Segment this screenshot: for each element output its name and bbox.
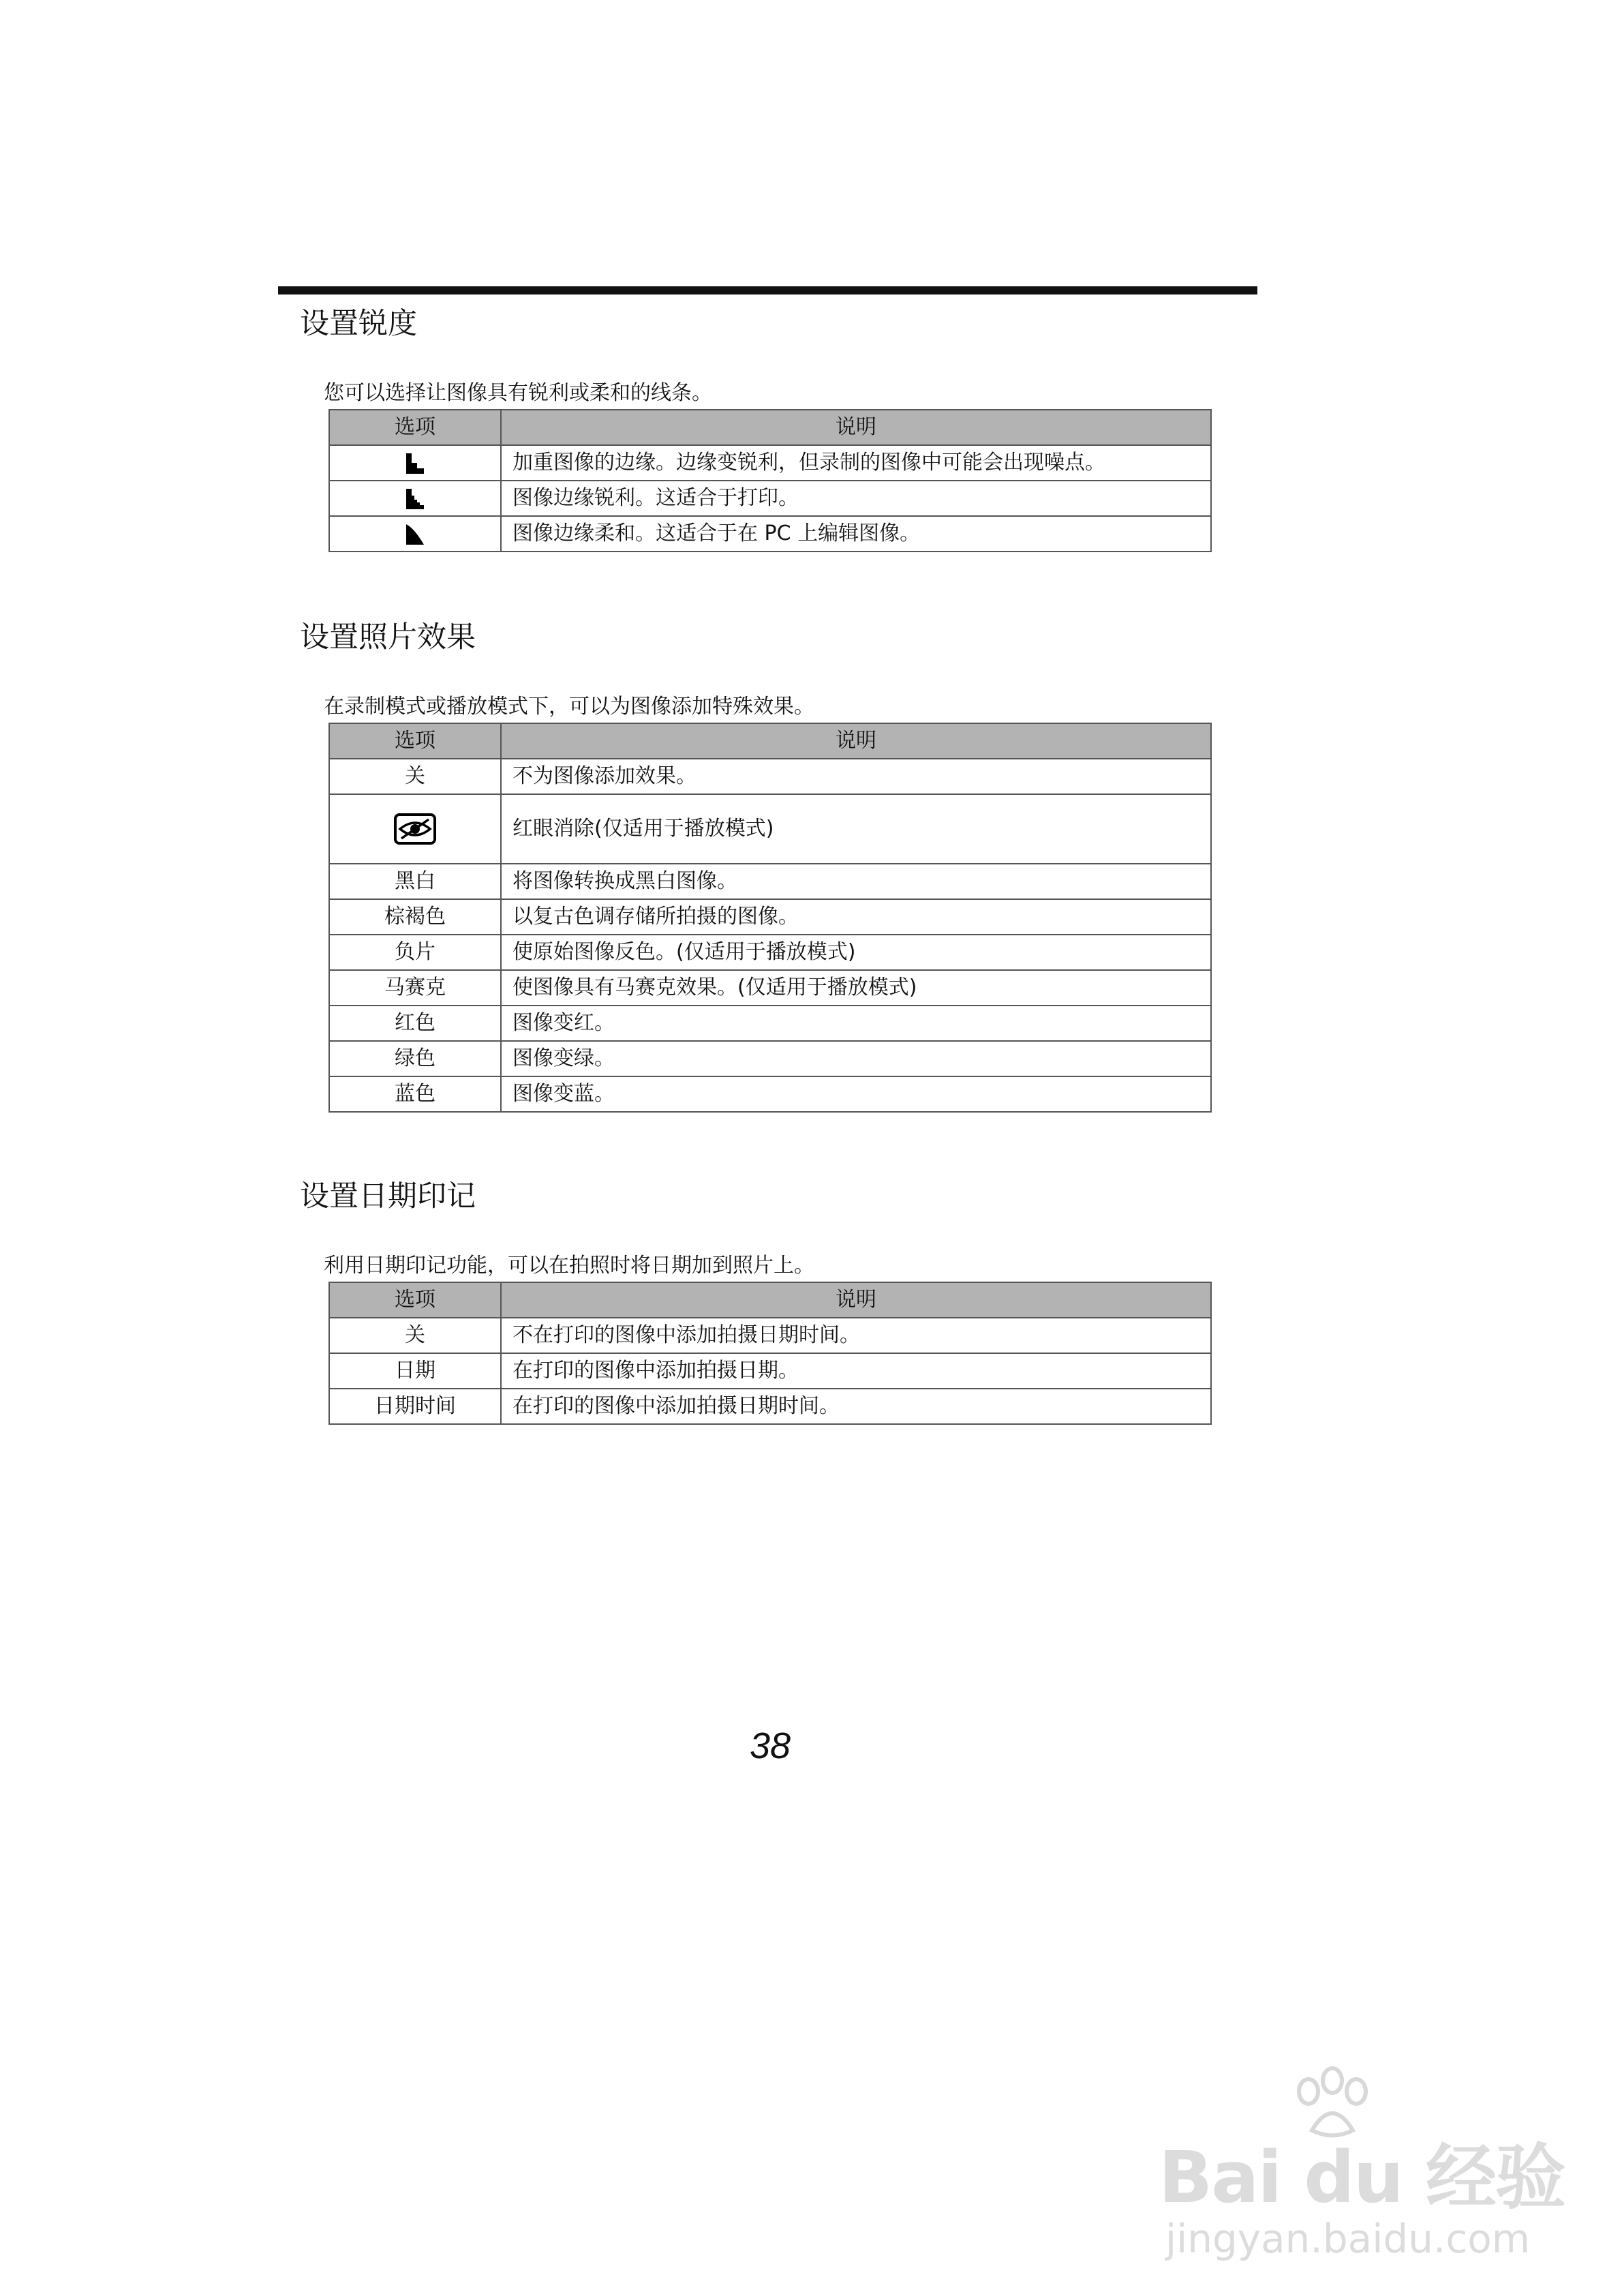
- table-row: [329, 935, 1211, 970]
- top-rule: [278, 286, 1257, 294]
- sharpness-hard-icon: [405, 452, 425, 475]
- date-stamp-table: [328, 1282, 1212, 1425]
- option-cell: [329, 794, 501, 864]
- option-cell: 黑白: [329, 864, 501, 899]
- sharpness-table: [328, 409, 1212, 552]
- table-row: [329, 1389, 1211, 1424]
- header-description: 说明: [501, 410, 1211, 445]
- section-title: 设置照片效果: [300, 620, 476, 654]
- table-row: [329, 864, 1211, 899]
- description-cell: 图像边缘锐利。这适合于打印。: [501, 481, 1211, 516]
- description-cell: 在打印的图像中添加拍摄日期时间。: [501, 1389, 1211, 1424]
- table-row: [329, 970, 1211, 1006]
- table-row: [329, 481, 1211, 516]
- photo-effects-table: [328, 723, 1212, 1113]
- option-cell: 红色: [329, 1006, 501, 1041]
- description-cell: 红眼消除(仅适用于播放模式): [501, 794, 1211, 864]
- table-row: [329, 899, 1211, 935]
- option-cell: 日期时间: [329, 1389, 501, 1424]
- description-cell: 不为图像添加效果。: [501, 759, 1211, 794]
- option-cell: 蓝色: [329, 1076, 501, 1112]
- header-option: 选项: [329, 410, 501, 445]
- table-row: [329, 1076, 1211, 1112]
- description-cell: 使原始图像反色。(仅适用于播放模式): [501, 935, 1211, 970]
- section-title: 设置日期印记: [300, 1179, 476, 1213]
- option-cell: 关: [329, 1318, 501, 1353]
- description-cell: 使图像具有马赛克效果。(仅适用于播放模式): [501, 970, 1211, 1006]
- description-cell: 以复古色调存储所拍摄的图像。: [501, 899, 1211, 935]
- option-cell: 负片: [329, 935, 501, 970]
- description-cell: 加重图像的边缘。边缘变锐利，但录制的图像中可能会出现噪点。: [501, 445, 1211, 481]
- watermark-url: jingyan.baidu.com: [1165, 2216, 1531, 2262]
- sharpness-normal-icon: [405, 487, 425, 511]
- header-description: 说明: [501, 723, 1211, 759]
- option-cell: 关: [329, 759, 501, 794]
- description-cell: 在打印的图像中添加拍摄日期。: [501, 1353, 1211, 1389]
- table-row: [329, 1041, 1211, 1076]
- header-option: 选项: [329, 723, 501, 759]
- description-cell: 不在打印的图像中添加拍摄日期时间。: [501, 1318, 1211, 1353]
- table-row: [329, 516, 1211, 552]
- watermark: [1152, 2066, 1565, 2270]
- table-row: [329, 794, 1211, 864]
- option-cell: 日期: [329, 1353, 501, 1389]
- option-cell: [329, 516, 501, 552]
- table-row: [329, 1006, 1211, 1041]
- description-cell: 图像变红。: [501, 1006, 1211, 1041]
- option-cell: 马赛克: [329, 970, 501, 1006]
- section-title: 设置锐度: [300, 307, 417, 341]
- description-cell: 图像变蓝。: [501, 1076, 1211, 1112]
- watermark-logo: Bai du 经验: [1159, 2136, 1565, 2219]
- description-cell: 将图像转换成黑白图像。: [501, 864, 1211, 899]
- section-intro: 利用日期印记功能，可以在拍照时将日期加到照片上。: [324, 1254, 814, 1278]
- table-row: [329, 1353, 1211, 1389]
- description-cell: 图像边缘柔和。这适合于在 PC 上编辑图像。: [501, 516, 1211, 552]
- option-cell: 绿色: [329, 1041, 501, 1076]
- option-cell: [329, 445, 501, 481]
- table-header-row: [329, 723, 1211, 759]
- table-row: [329, 1318, 1211, 1353]
- page-number: 38: [750, 1725, 791, 1766]
- header-option: 选项: [329, 1282, 501, 1318]
- section-intro: 在录制模式或播放模式下，可以为图像添加特殊效果。: [324, 695, 814, 719]
- sharpness-soft-icon: [405, 523, 425, 546]
- option-cell: 棕褐色: [329, 899, 501, 935]
- description-cell: 图像变绿。: [501, 1041, 1211, 1076]
- section-intro: 您可以选择让图像具有锐利或柔和的线条。: [324, 381, 712, 405]
- red-eye-removal-icon: [393, 813, 437, 845]
- table-row: [329, 445, 1211, 481]
- option-cell: [329, 481, 501, 516]
- header-description: 说明: [501, 1282, 1211, 1318]
- table-row: [329, 759, 1211, 794]
- table-header-row: [329, 1282, 1211, 1318]
- table-header-row: [329, 410, 1211, 445]
